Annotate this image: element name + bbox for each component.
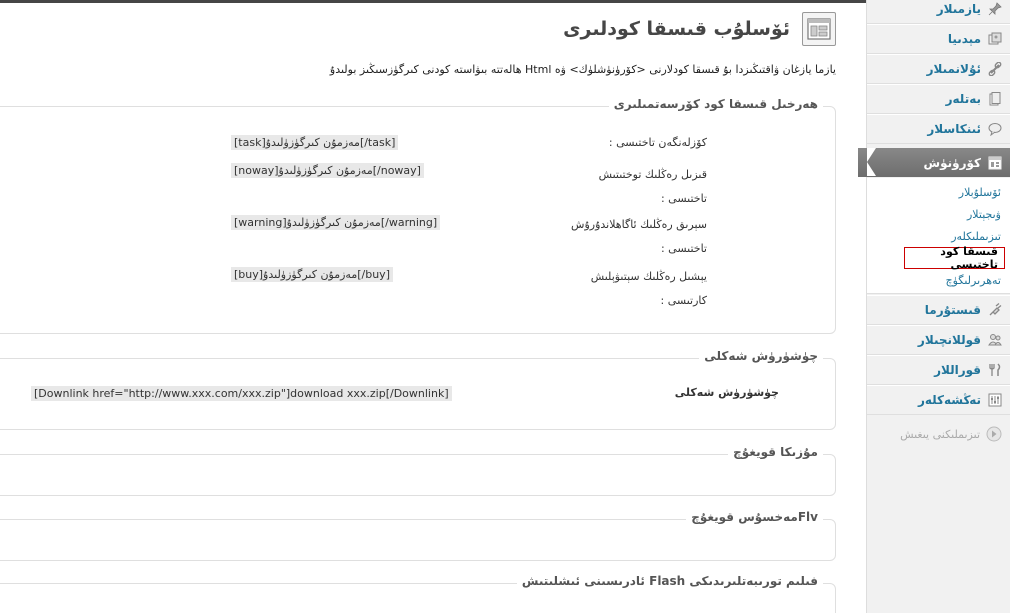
media-icon [987, 31, 1003, 47]
menu-tools[interactable] [867, 355, 1010, 385]
comment-icon [987, 121, 1003, 137]
menu-settings[interactable] [867, 385, 1010, 415]
menu-media[interactable] [867, 24, 1010, 54]
menu-pages-label: بەتلەر [945, 92, 981, 106]
appearance-page-icon [802, 12, 836, 46]
link-icon [987, 61, 1003, 77]
submenu-shortcode-panel[interactable]: قىسقا كود تاختىسى [904, 247, 1005, 269]
menu-links[interactable] [867, 54, 1010, 84]
menu-posts-label: يازمىلار [936, 2, 981, 16]
download-fieldset [0, 349, 836, 430]
admin-sidebar [866, 0, 1010, 613]
submenu-themes[interactable]: ئۆسلۇبلار [958, 186, 1001, 199]
shortcodes-fieldset [0, 97, 836, 334]
menu-appearance-label: كۆرۈنۈش [923, 155, 981, 170]
buy-label: يېشىل رەڭلىك سېتىۋېلىش كارتىسى : [590, 270, 707, 307]
menu-posts[interactable] [867, 0, 1010, 24]
page-header [563, 9, 836, 49]
submenu-menus[interactable]: تىزىملىكلەر [951, 230, 1001, 243]
audio-player-legend: مۇزىكا قويغۇچ [728, 445, 823, 459]
pin-icon [987, 1, 1003, 17]
plugin-icon [987, 302, 1003, 318]
menu-media-label: مېدىيا [947, 32, 981, 46]
submenu-editor[interactable]: تەھرىرلىگۈچ [945, 274, 1001, 287]
menu-pages[interactable] [867, 84, 1010, 114]
collapse-menu[interactable] [900, 426, 1002, 442]
appearance-submenu [867, 178, 1010, 294]
noway-label: قىزىل رەڭلىك توختىتىش تاختىسى : [598, 168, 707, 205]
users-icon [987, 332, 1003, 348]
audio-player-fieldset [0, 445, 836, 496]
download-label: چۈشۈرۈش شەكلى [674, 386, 779, 399]
flash-fieldset [0, 574, 836, 613]
submenu-widgets[interactable]: ۋىجېتلار [967, 208, 1001, 221]
menu-links-label: ئۇلانمىلار [926, 62, 981, 76]
task-label: كۆزلەنگەن تاختىسى : [608, 136, 707, 149]
warning-code[interactable]: [warning]مەزمۇن كىرگۈزۈلىدۇ[/warning] [231, 215, 440, 230]
menu-users-label: قوللانچىلار [917, 333, 981, 347]
settings-icon [987, 392, 1003, 408]
main-content [0, 3, 866, 613]
menu-plugins[interactable] [867, 295, 1010, 325]
flv-player-legend: Flvمەخسۇس قويغۇچ [686, 510, 823, 524]
warning-label: سېرىق رەڭلىك ئاگاھلاندۇرۇش تاختىسى : [571, 218, 707, 255]
page-description: يازما يازغان ۋاقتىڭىزدا بۇ قىسقا كودلارنى <كۆرۈنۈشلۈك> ۋە Html ھالەتتە بىۋاستە كودنى كىرگۈزسىڭىز بولىدۇ [329, 63, 836, 76]
page-title: ئۆسلۇب قىسقا كودلىرى [563, 18, 790, 40]
page-icon [987, 91, 1003, 107]
tools-icon [987, 362, 1003, 378]
menu-plugins-label: قىستۇرما [924, 303, 981, 317]
collapse-arrow-icon [986, 426, 1002, 442]
flash-legend: فىلىم تورىبەتلىرىدىكى Flash ئادرىسىنى ئىشلىتىش [517, 574, 823, 588]
appearance-icon [987, 155, 1003, 171]
current-menu-arrow [867, 148, 876, 176]
menu-comments-label: ئىنكاسلار [927, 122, 981, 136]
download-legend: چۈشۈرۈش شەكلى [699, 349, 823, 363]
noway-code[interactable]: [noway]مەزمۇن كىرگۈزۈلىدۇ[/noway] [231, 163, 424, 178]
collapse-menu-label: تىزىملىكنى يىغىش [900, 427, 980, 441]
menu-tools-label: قوراللار [934, 363, 981, 377]
buy-code[interactable]: [buy]مەزمۇن كىرگۈزۈلىدۇ[/buy] [231, 267, 393, 282]
menu-settings-label: تەڭشەكلەر [917, 393, 981, 407]
flv-player-fieldset [0, 510, 836, 561]
task-code[interactable]: [task]مەزمۇن كىرگۈزۈلىدۇ[/task] [231, 135, 398, 150]
download-code[interactable]: [Downlink href="http://www.xxx.com/xxx.zip"]download xxx.zip[/Downlink] [31, 386, 452, 401]
menu-users[interactable] [867, 325, 1010, 355]
menu-comments[interactable] [867, 114, 1010, 144]
shortcodes-legend: ھەرخىل قىسقا كود كۆرسەتمىلىرى [609, 97, 823, 111]
menu-appearance[interactable] [858, 148, 1010, 177]
